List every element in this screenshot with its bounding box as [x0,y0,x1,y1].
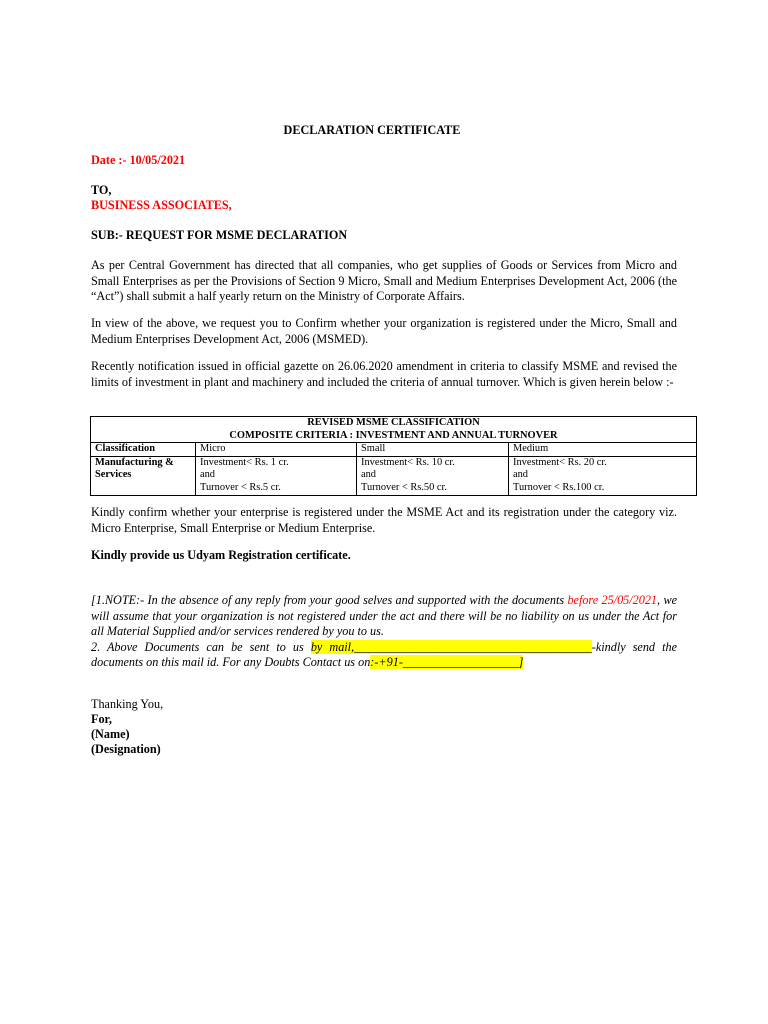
table-header-row [91,443,697,457]
note-text-cont: , we will assume that your organization is not registered under the act and there will be no liability on us under the Act for all Material Supplied and/or services rendered by you to us. [91,593,677,638]
cell-line: Investment< Rs. 1 cr. [200,456,289,468]
closing-name: (Name) [91,727,130,741]
paragraph-confirm: Kindly confirm whether your enterprise is registered under the MSME Act and its registration under the category viz. Micro Enterprise, Small Enterprise or Medium Enterprise. [91,505,677,535]
cell-line: and [200,469,216,481]
addressee-name: BUSINESS ASSOCIATES, [91,198,232,212]
closing-thanks: Thanking You, [91,697,164,711]
note-deadline: before 25/05/2021 [567,593,658,607]
cell-line: Investment< Rs. 20 cr. [513,456,607,468]
subject-line: SUB:- REQUEST FOR MSME DECLARATION [91,228,348,242]
closing-designation: (Designation) [91,742,161,756]
note-block [91,593,677,671]
cell-line: and [513,469,529,481]
header-medium: Medium [509,443,697,457]
header-small: Small [357,443,509,457]
paragraph-notification: Recently notification issued in official gazette on 26.06.2020 amendment in criteria to classify MSME and revised the limits of investment in plant and machinery and included the criteria of annual turnover. Which is given herein below :- [91,359,677,389]
header-classification: Classification [91,443,196,457]
paragraph-directive: As per Central Government has directed that all companies, who get supplies of Goods or Services from Micro and Small Enterprises as per the Provisions of Section 9 Micro, Small and Medium Enterprises Development Act, 2006 (the “Act”) shall submit a half yearly return on the Ministry of Corporate Affairs. [91,258,677,303]
addressee-to: TO, [91,183,112,197]
cell-line: and [361,469,377,481]
table-heading [91,417,697,443]
cell-line: Investment< Rs. 10 cr. [361,456,455,468]
date-line: Date :- 10/05/2021 [91,153,186,167]
table-heading-row [91,417,697,443]
row-label: Manufacturing & Services [91,456,196,495]
table-heading-subtitle: COMPOSITE CRITERIA : INVESTMENT AND ANNUAL TURNOVER [229,429,558,441]
table-row [91,456,697,495]
table-heading-title: REVISED MSME CLASSIFICATION [307,417,480,428]
cell-line: Turnover < Rs.100 cr. [513,481,605,493]
mail-field[interactable]: by mail,_______________________________________ [310,639,592,654]
note-line2-cont: -kindly send the documents on this mail id. For any Doubts Contact us on [91,639,677,669]
document-title: DECLARATION CERTIFICATE [283,123,461,137]
header-micro: Micro [196,443,357,457]
msme-classification-table [90,416,697,496]
cell-line: Turnover < Rs.50 cr. [361,481,448,493]
note-text: [1.NOTE:- In the absence of any reply from your good selves and supported with the documents [91,593,568,607]
contact-field[interactable]: :-+91-___________________] [370,655,524,669]
cell-line: Turnover < Rs.5 cr. [200,481,281,493]
cell-micro [196,456,357,495]
cell-small [357,456,509,495]
cell-medium [509,456,697,495]
note-line2: 2. Above Documents can be sent to us [91,639,311,654]
paragraph-request: In view of the above, we request you to Confirm whether your organization is registered under the Micro, Small and Medium Enterprises Development Act, 2006 (MSMED). [91,316,677,346]
closing-for: For, [91,712,112,726]
paragraph-udyam: Kindly provide us Udyam Registration certificate. [91,548,351,562]
